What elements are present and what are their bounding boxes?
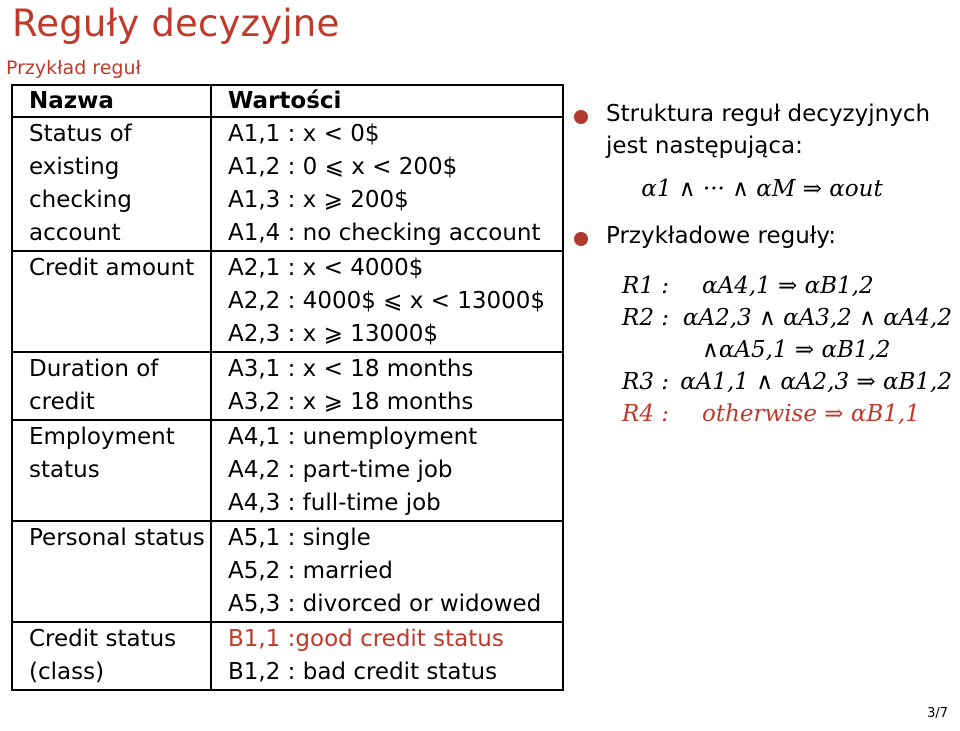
table-row-employment [12, 420, 563, 521]
value-a43: A4,3 : full-time job [228, 490, 441, 516]
attr-values-amount [211, 251, 563, 352]
table-row-duration [12, 352, 563, 420]
value-a41: A4,1 : unemployment [228, 424, 478, 450]
value-a22: A2,2 : 4000$ ⩽ x < 13000$ [228, 288, 546, 314]
value-a42: A4,2 : part-time job [228, 457, 453, 483]
bullet-dot-icon [574, 232, 588, 246]
bullet-structure: Struktura reguł decyzyjnych jest następująca: [572, 98, 952, 162]
value-a12: A1,2 : 0 ⩽ x < 200$ [228, 154, 458, 180]
value-a13: A1,3 : x ⩾ 200$ [228, 187, 409, 213]
page-number: 3/7 [927, 706, 948, 721]
table-row-personal [12, 521, 563, 622]
table-row-checking [12, 117, 563, 251]
attr-values-employment [211, 420, 563, 521]
rule-r1: R1 : αA4,1 ⇒ αB1,2 [622, 273, 874, 299]
rule-r2-continued: ∧αA5,1 ⇒ αB1,2 [702, 337, 891, 363]
table-row-amount [12, 251, 563, 352]
attr-name-class: Credit status (class) [12, 622, 211, 690]
value-a23: A2,3 : x ⩾ 13000$ [228, 321, 438, 347]
value-a31: A3,1 : x < 18 months [228, 356, 474, 382]
slide-subtitle: Przykład reguł [6, 57, 141, 79]
table-header-row [12, 85, 563, 117]
value-a52: A5,2 : married [228, 558, 393, 584]
attr-name-duration: Duration of credit [12, 352, 211, 420]
attr-values-personal [211, 521, 563, 622]
structure-formula: α1 ∧ ··· ∧ αM ⇒ αout [641, 176, 883, 202]
table-row-class [12, 622, 563, 690]
rule-r3: R3 : αA1,1 ∧ αA2,3 ⇒ αB1,2 [622, 369, 952, 395]
value-a11: A1,1 : x < 0$ [228, 121, 380, 147]
slide-title: Reguły decyzyjne [12, 2, 340, 45]
right-column [572, 98, 952, 430]
attr-values-duration [211, 352, 563, 420]
attr-name-employment: Employment status [12, 420, 211, 521]
value-b11: B1,1 :good credit status [228, 626, 504, 652]
value-a14: A1,4 : no checking account [228, 220, 541, 246]
attr-name-personal: Personal status [12, 521, 211, 622]
value-a53: A5,3 : divorced or widowed [228, 591, 542, 617]
attr-name-checking: Status of existing checking account [12, 117, 211, 251]
bullet-examples: Przykładowe reguły: [572, 220, 952, 252]
header-name: Nazwa [12, 85, 211, 117]
bullet-dot-icon [574, 110, 588, 124]
value-b12: B1,2 : bad credit status [228, 659, 498, 685]
attr-values-class [211, 622, 563, 690]
rule-r2: R2 : αA2,3 ∧ αA3,2 ∧ αA4,2 [622, 305, 952, 331]
rules-table [11, 84, 564, 691]
rule-list [572, 270, 952, 430]
rule-r4: R4 : otherwise ⇒ αB1,1 [622, 401, 920, 427]
attr-values-checking [211, 117, 563, 251]
value-a32: A3,2 : x ⩾ 18 months [228, 389, 474, 415]
header-values: Wartości [211, 85, 563, 117]
value-a21: A2,1 : x < 4000$ [228, 255, 424, 281]
attr-name-amount: Credit amount [12, 251, 211, 352]
value-a51: A5,1 : single [228, 525, 371, 551]
